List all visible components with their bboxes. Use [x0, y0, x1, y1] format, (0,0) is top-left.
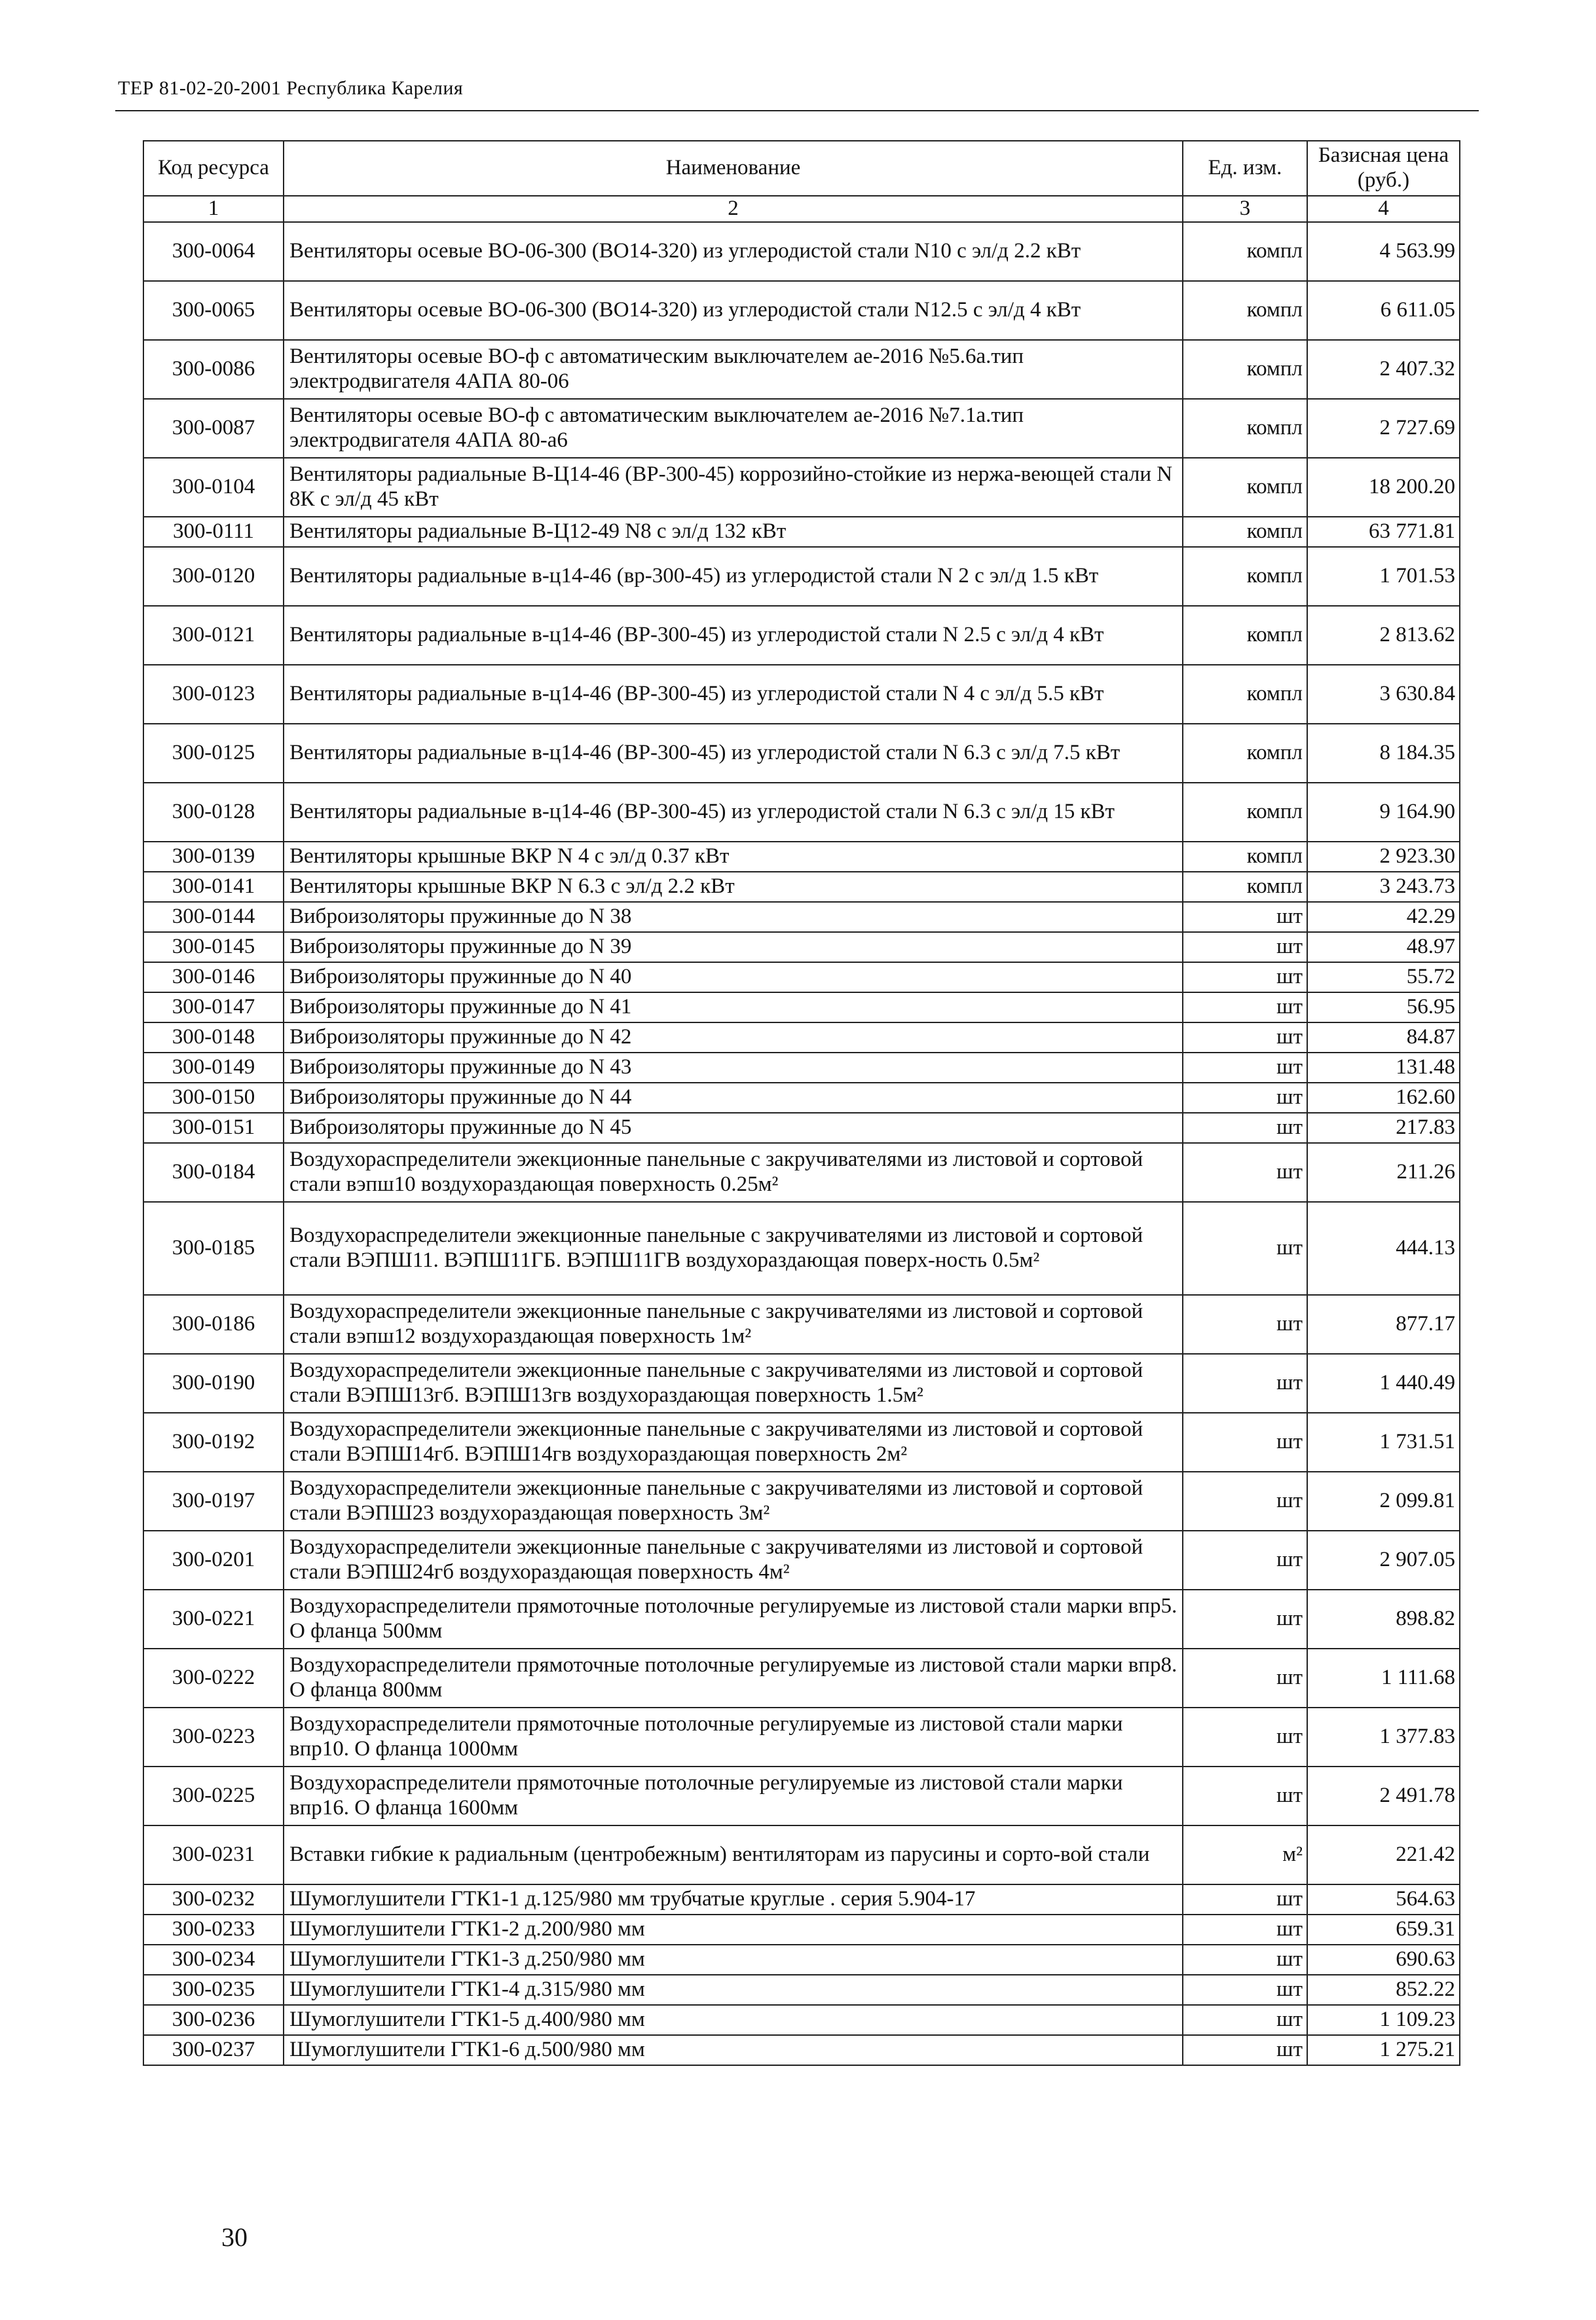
item-name-cell: Виброизоляторы пружинные до N 40 [284, 962, 1183, 992]
table-row [143, 340, 1460, 399]
item-name-cell: Виброизоляторы пружинные до N 42 [284, 1022, 1183, 1053]
item-name-cell: Вентиляторы радиальные в-ц14-46 (ВР-300-45) из углеродистой стали N 4 с эл/д 5.5 кВт [284, 665, 1183, 724]
table-row [143, 1915, 1460, 1945]
item-name-cell: Воздухораспределители эжекционные панельные с закручивателями из листовой и сортовой стали ВЭПШ13гб. ВЭПШ13гв воздухораздающая поверхность 1.5м² [284, 1354, 1183, 1413]
price-cell: 4 563.99 [1307, 222, 1460, 281]
column-header-name: Наименование [284, 141, 1183, 196]
unit-cell: компл [1183, 458, 1307, 517]
table-row [143, 2005, 1460, 2035]
price-cell: 217.83 [1307, 1113, 1460, 1143]
price-cell: 84.87 [1307, 1022, 1460, 1053]
table-row [143, 1975, 1460, 2005]
unit-cell: компл [1183, 665, 1307, 724]
price-cell: 2 813.62 [1307, 606, 1460, 665]
price-cell: 221.42 [1307, 1825, 1460, 1884]
item-name-cell: Воздухораспределители эжекционные панельные с закручивателями из листовой и сортовой стали вэпш12 воздухораздающая поверхность 1м² [284, 1295, 1183, 1354]
item-name-cell: Воздухораспределители эжекционные панельные с закручивателями из листовой и сортовой стали ВЭПШ11. ВЭПШ11ГБ. ВЭПШ11ГВ воздухораздающая поверх-ность 0.5м² [284, 1202, 1183, 1295]
price-cell: 63 771.81 [1307, 517, 1460, 547]
item-name-cell: Воздухораспределители прямоточные потолочные регулируемые из листовой стали марки впр10. О фланца 1000мм [284, 1708, 1183, 1767]
unit-cell: шт [1183, 1053, 1307, 1083]
item-name-cell: Шумоглушители ГТК1-1 д.125/980 мм трубчатые круглые . серия 5.904-17 [284, 1884, 1183, 1915]
resource-code-cell: 300-0190 [143, 1354, 284, 1413]
unit-cell: компл [1183, 872, 1307, 902]
table-row [143, 724, 1460, 783]
resource-code-cell: 300-0120 [143, 547, 284, 606]
table-row [143, 1884, 1460, 1915]
price-cell: 1 731.51 [1307, 1413, 1460, 1472]
price-cell: 1 275.21 [1307, 2035, 1460, 2065]
item-name-cell: Воздухораспределители прямоточные потолочные регулируемые из листовой стали марки впр8. О фланца 800мм [284, 1649, 1183, 1708]
unit-cell: шт [1183, 2005, 1307, 2035]
table-row [143, 399, 1460, 458]
table-row [143, 281, 1460, 340]
unit-cell: компл [1183, 222, 1307, 281]
resource-code-cell: 300-0223 [143, 1708, 284, 1767]
price-cell: 690.63 [1307, 1945, 1460, 1975]
unit-cell: компл [1183, 783, 1307, 842]
price-cell: 1 701.53 [1307, 547, 1460, 606]
resource-code-cell: 300-0087 [143, 399, 284, 458]
resource-code-cell: 300-0123 [143, 665, 284, 724]
table-row [143, 665, 1460, 724]
unit-cell: компл [1183, 517, 1307, 547]
table-row [143, 1649, 1460, 1708]
column-header-code: Код ресурса [143, 141, 284, 196]
item-name-cell: Виброизоляторы пружинные до N 38 [284, 902, 1183, 932]
unit-cell: компл [1183, 547, 1307, 606]
price-cell: 3 243.73 [1307, 872, 1460, 902]
price-cell: 55.72 [1307, 962, 1460, 992]
table-row [143, 1590, 1460, 1649]
unit-cell: шт [1183, 1022, 1307, 1053]
item-name-cell: Шумоглушители ГТК1-5 д.400/980 мм [284, 2005, 1183, 2035]
resource-code-cell: 300-0144 [143, 902, 284, 932]
unit-cell: компл [1183, 606, 1307, 665]
table-row [143, 1767, 1460, 1825]
price-cell: 564.63 [1307, 1884, 1460, 1915]
unit-cell: шт [1183, 1945, 1307, 1975]
unit-cell: шт [1183, 1354, 1307, 1413]
resource-code-cell: 300-0111 [143, 517, 284, 547]
table-row [143, 902, 1460, 932]
item-name-cell: Вентиляторы радиальные В-Ц12-49 N8 с эл/д 132 кВт [284, 517, 1183, 547]
item-name-cell: Вставки гибкие к радиальным (центробежным) вентиляторам из парусины и сорто-вой стали [284, 1825, 1183, 1884]
unit-cell: шт [1183, 1767, 1307, 1825]
page-header: ТЕР 81-02-20-2001 Республика Карелия [118, 77, 464, 99]
unit-cell: шт [1183, 962, 1307, 992]
unit-cell: компл [1183, 399, 1307, 458]
item-name-cell: Вентиляторы радиальные В-Ц14-46 (ВР-300-45) коррозийно-стойкие из нержа-веющей стали N 8К с эл/д 45 кВт [284, 458, 1183, 517]
resource-code-cell: 300-0146 [143, 962, 284, 992]
column-header-price: Базисная цена (руб.) [1307, 141, 1460, 196]
unit-cell: шт [1183, 2035, 1307, 2065]
unit-cell: шт [1183, 1915, 1307, 1945]
column-header-unit: Ед. изм. [1183, 141, 1307, 196]
unit-cell: шт [1183, 1143, 1307, 1202]
column-number-row [143, 196, 1460, 222]
item-name-cell: Воздухораспределители прямоточные потолочные регулируемые из листовой стали марки впр16. О фланца 1600мм [284, 1767, 1183, 1825]
unit-cell: шт [1183, 1472, 1307, 1531]
price-cell: 2 407.32 [1307, 340, 1460, 399]
table-row [143, 1202, 1460, 1295]
table-body [143, 222, 1460, 2065]
unit-cell: шт [1183, 902, 1307, 932]
item-name-cell: Виброизоляторы пружинные до N 39 [284, 932, 1183, 962]
unit-cell: компл [1183, 340, 1307, 399]
resource-code-cell: 300-0184 [143, 1143, 284, 1202]
table-row [143, 517, 1460, 547]
unit-cell: м² [1183, 1825, 1307, 1884]
resource-code-cell: 300-0225 [143, 1767, 284, 1825]
item-name-cell: Вентиляторы радиальные в-ц14-46 (ВР-300-45) из углеродистой стали N 6.3 с эл/д 7.5 кВт [284, 724, 1183, 783]
price-cell: 48.97 [1307, 932, 1460, 962]
table-row [143, 547, 1460, 606]
unit-cell: шт [1183, 1708, 1307, 1767]
resource-code-cell: 300-0151 [143, 1113, 284, 1143]
unit-cell: шт [1183, 1884, 1307, 1915]
price-cell: 56.95 [1307, 992, 1460, 1022]
item-name-cell: Вентиляторы осевые ВО-ф с автоматическим выключателем ае-2016 №5.6а.тип электродвигателя 4АПА 80-06 [284, 340, 1183, 399]
unit-cell: шт [1183, 1202, 1307, 1295]
item-name-cell: Шумоглушители ГТК1-4 д.315/980 мм [284, 1975, 1183, 2005]
item-name-cell: Вентиляторы осевые ВО-ф с автоматическим выключателем ае-2016 №7.1а.тип электродвигателя 4АПА 80-а6 [284, 399, 1183, 458]
resource-code-cell: 300-0233 [143, 1915, 284, 1945]
resource-code-cell: 300-0222 [143, 1649, 284, 1708]
item-name-cell: Воздухораспределители прямоточные потолочные регулируемые из листовой стали марки впр5. О фланца 500мм [284, 1590, 1183, 1649]
table-row [143, 1413, 1460, 1472]
table-row [143, 1143, 1460, 1202]
price-cell: 18 200.20 [1307, 458, 1460, 517]
table-row [143, 2035, 1460, 2065]
resource-code-cell: 300-0121 [143, 606, 284, 665]
table-row [143, 606, 1460, 665]
price-cell: 2 907.05 [1307, 1531, 1460, 1590]
resource-code-cell: 300-0236 [143, 2005, 284, 2035]
resource-code-cell: 300-0232 [143, 1884, 284, 1915]
table-row [143, 1295, 1460, 1354]
resource-code-cell: 300-0231 [143, 1825, 284, 1884]
resource-code-cell: 300-0186 [143, 1295, 284, 1354]
resource-code-cell: 300-0064 [143, 222, 284, 281]
resource-code-cell: 300-0148 [143, 1022, 284, 1053]
table-header-row [143, 141, 1460, 196]
item-name-cell: Воздухораспределители эжекционные панельные с закручивателями из листовой и сортовой стали ВЭПШ14гб. ВЭПШ14гв воздухораздающая поверхность 2м² [284, 1413, 1183, 1472]
unit-cell: компл [1183, 724, 1307, 783]
unit-cell: компл [1183, 842, 1307, 872]
price-cell: 898.82 [1307, 1590, 1460, 1649]
item-name-cell: Шумоглушители ГТК1-3 д.250/980 мм [284, 1945, 1183, 1975]
price-cell: 8 184.35 [1307, 724, 1460, 783]
item-name-cell: Шумоглушители ГТК1-6 д.500/980 мм [284, 2035, 1183, 2065]
table-row [143, 1708, 1460, 1767]
item-name-cell: Вентиляторы крышные ВКР N 4 с эл/д 0.37 кВт [284, 842, 1183, 872]
unit-cell: шт [1183, 1413, 1307, 1472]
unit-cell: компл [1183, 281, 1307, 340]
resource-code-cell: 300-0086 [143, 340, 284, 399]
unit-cell: шт [1183, 932, 1307, 962]
item-name-cell: Виброизоляторы пружинные до N 44 [284, 1083, 1183, 1113]
table-row [143, 1022, 1460, 1053]
item-name-cell: Вентиляторы радиальные в-ц14-46 (ВР-300-45) из углеродистой стали N 6.3 с эл/д 15 кВт [284, 783, 1183, 842]
table-row [143, 1113, 1460, 1143]
item-name-cell: Вентиляторы радиальные в-ц14-46 (ВР-300-45) из углеродистой стали N 2.5 с эл/д 4 кВт [284, 606, 1183, 665]
resource-code-cell: 300-0149 [143, 1053, 284, 1083]
table-row [143, 783, 1460, 842]
price-cell: 1 377.83 [1307, 1708, 1460, 1767]
resource-code-cell: 300-0192 [143, 1413, 284, 1472]
resource-code-cell: 300-0150 [143, 1083, 284, 1113]
table-row [143, 1053, 1460, 1083]
column-number: 4 [1307, 196, 1460, 222]
price-cell: 1 111.68 [1307, 1649, 1460, 1708]
price-cell: 1 440.49 [1307, 1354, 1460, 1413]
resource-code-cell: 300-0147 [143, 992, 284, 1022]
item-name-cell: Воздухораспределители эжекционные панельные с закручивателями из листовой и сортовой стали вэпш10 воздухораздающая поверхность 0.25м² [284, 1143, 1183, 1202]
resource-code-cell: 300-0128 [143, 783, 284, 842]
page-number: 30 [221, 2222, 248, 2252]
table-row [143, 1083, 1460, 1113]
item-name-cell: Воздухораспределители эжекционные панельные с закручивателями из листовой и сортовой стали ВЭПШ24гб воздухораздающая поверхность 4м² [284, 1531, 1183, 1590]
price-cell: 1 109.23 [1307, 2005, 1460, 2035]
resource-code-cell: 300-0185 [143, 1202, 284, 1295]
price-cell: 42.29 [1307, 902, 1460, 932]
table-row [143, 962, 1460, 992]
price-cell: 162.60 [1307, 1083, 1460, 1113]
price-cell: 211.26 [1307, 1143, 1460, 1202]
resource-code-cell: 300-0201 [143, 1531, 284, 1590]
item-name-cell: Шумоглушители ГТК1-2 д.200/980 мм [284, 1915, 1183, 1945]
price-table [143, 140, 1460, 2066]
unit-cell: шт [1183, 1083, 1307, 1113]
price-cell: 852.22 [1307, 1975, 1460, 2005]
resource-code-cell: 300-0145 [143, 932, 284, 962]
unit-cell: шт [1183, 1295, 1307, 1354]
resource-code-cell: 300-0139 [143, 842, 284, 872]
column-number: 3 [1183, 196, 1307, 222]
price-cell: 131.48 [1307, 1053, 1460, 1083]
item-name-cell: Воздухораспределители эжекционные панельные с закручивателями из листовой и сортовой стали ВЭПШ23 воздухораздающая поверхность 3м² [284, 1472, 1183, 1531]
price-cell: 444.13 [1307, 1202, 1460, 1295]
unit-cell: шт [1183, 1113, 1307, 1143]
price-cell: 3 630.84 [1307, 665, 1460, 724]
table-row [143, 842, 1460, 872]
item-name-cell: Виброизоляторы пружинные до N 41 [284, 992, 1183, 1022]
table-row [143, 872, 1460, 902]
price-cell: 6 611.05 [1307, 281, 1460, 340]
item-name-cell: Вентиляторы осевые ВО-06-300 (ВО14-320) из углеродистой стали N12.5 с эл/д 4 кВт [284, 281, 1183, 340]
header-divider [115, 110, 1479, 111]
resource-code-cell: 300-0221 [143, 1590, 284, 1649]
table-row [143, 1945, 1460, 1975]
table-row [143, 992, 1460, 1022]
resource-code-cell: 300-0234 [143, 1945, 284, 1975]
item-name-cell: Виброизоляторы пружинные до N 45 [284, 1113, 1183, 1143]
column-number: 2 [284, 196, 1183, 222]
unit-cell: шт [1183, 1975, 1307, 2005]
price-cell: 659.31 [1307, 1915, 1460, 1945]
price-cell: 2 727.69 [1307, 399, 1460, 458]
item-name-cell: Вентиляторы осевые ВО-06-300 (ВО14-320) из углеродистой стали N10 с эл/д 2.2 кВт [284, 222, 1183, 281]
table-row [143, 458, 1460, 517]
table-row [143, 932, 1460, 962]
column-number: 1 [143, 196, 284, 222]
price-cell: 2 923.30 [1307, 842, 1460, 872]
resource-code-cell: 300-0125 [143, 724, 284, 783]
price-cell: 2 099.81 [1307, 1472, 1460, 1531]
price-cell: 2 491.78 [1307, 1767, 1460, 1825]
item-name-cell: Вентиляторы радиальные в-ц14-46 (вр-300-45) из углеродистой стали N 2 с эл/д 1.5 кВт [284, 547, 1183, 606]
resource-code-cell: 300-0235 [143, 1975, 284, 2005]
price-cell: 877.17 [1307, 1295, 1460, 1354]
resource-code-cell: 300-0237 [143, 2035, 284, 2065]
resource-code-cell: 300-0141 [143, 872, 284, 902]
unit-cell: шт [1183, 992, 1307, 1022]
price-cell: 9 164.90 [1307, 783, 1460, 842]
table-row [143, 1531, 1460, 1590]
item-name-cell: Виброизоляторы пружинные до N 43 [284, 1053, 1183, 1083]
unit-cell: шт [1183, 1649, 1307, 1708]
item-name-cell: Вентиляторы крышные ВКР N 6.3 с эл/д 2.2 кВт [284, 872, 1183, 902]
table-row [143, 1354, 1460, 1413]
unit-cell: шт [1183, 1531, 1307, 1590]
resource-code-cell: 300-0104 [143, 458, 284, 517]
resource-code-cell: 300-0197 [143, 1472, 284, 1531]
table-row [143, 1472, 1460, 1531]
table-row [143, 222, 1460, 281]
table-row [143, 1825, 1460, 1884]
resource-code-cell: 300-0065 [143, 281, 284, 340]
unit-cell: шт [1183, 1590, 1307, 1649]
